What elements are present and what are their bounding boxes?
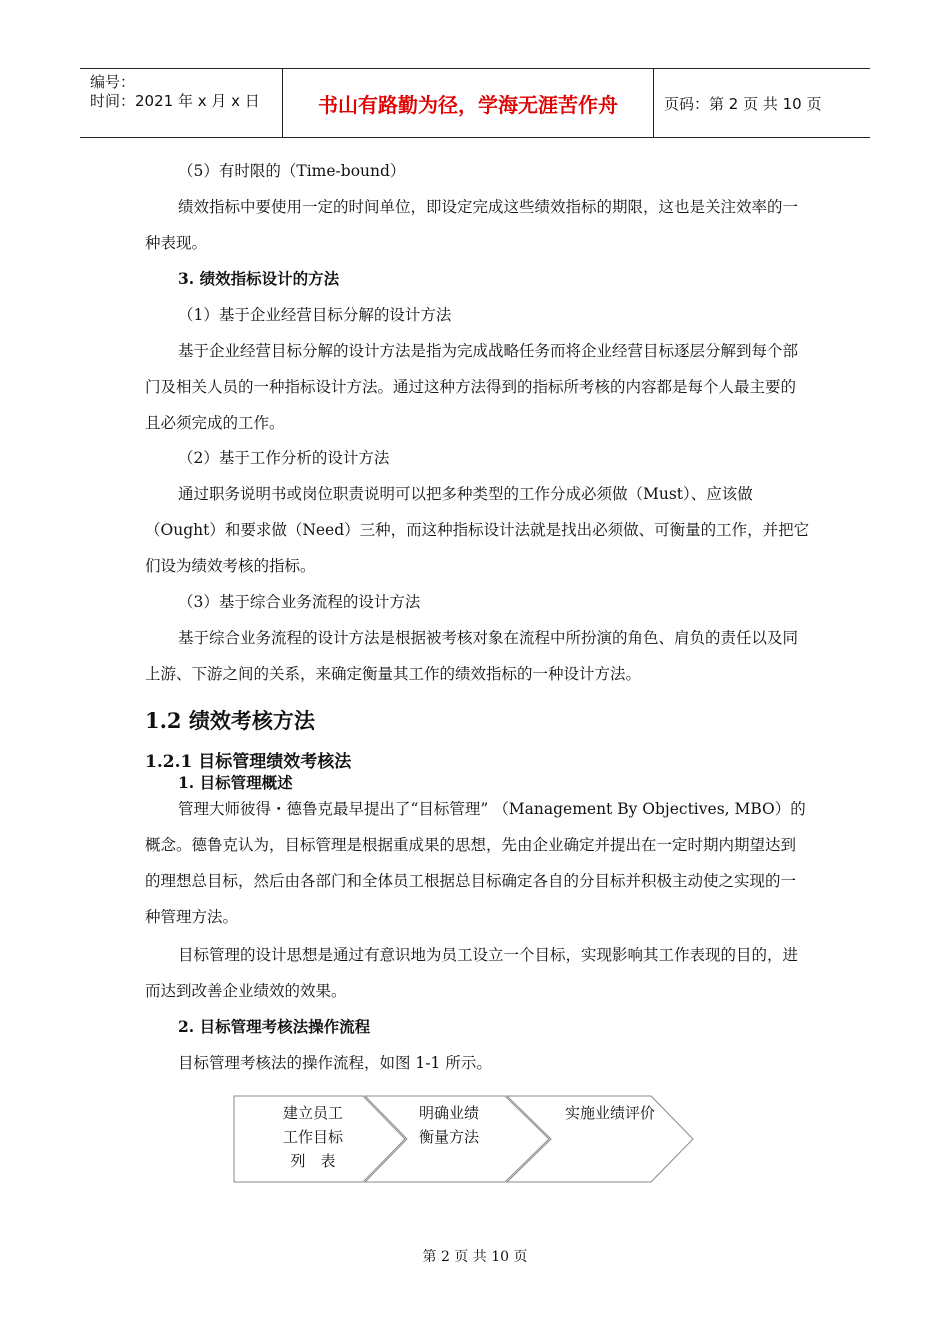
section-heading-indicator-methods: 3. 绩效指标设计的方法	[178, 269, 340, 288]
paragraph-method-3-title: （3）基于综合业务流程的设计方法	[178, 593, 421, 611]
paragraph-method-1-desc: 基于企业经营目标分解的设计方法是指为完成战略任务而将企业经营目标逐层分解到每个部门及相关人员的一种指标设计方法。通过这种方法得到的指标所考核的内容都是每个人最主要的且必须完成的工作。	[145, 342, 799, 432]
paragraph-method-3-desc: 基于综合业务流程的设计方法是根据被考核对象在流程中所扮演的角色、肩负的责任以及同上游、下游之间的关系，来确定衡量其工作的绩效指标的一种设计方法。	[145, 629, 799, 683]
heading-1-2: 1.2 绩效考核方法	[145, 708, 315, 733]
paragraph-time-bound: （5）有时限的（Time-bound）	[178, 162, 406, 180]
flow-step-1-line-3: 列 表	[290, 1152, 336, 1170]
time-label: 时间：2021 年 x 月 x 日	[90, 92, 260, 110]
paragraph-mbo-design: 目标管理的设计思想是通过有意识地为员工设立一个目标，实现影响其工作表现的目的，进而达到改善企业绩效的效果。	[145, 946, 799, 1000]
header-meta-cell	[80, 69, 283, 137]
paragraph-mbo-intro: 管理大师彼得・德鲁克最早提出了“目标管理” （Management By Objectives, MBO）的概念。德鲁克认为，目标管理是根据重成果的思想，先由企业确定并提出在一定时期内期望达到的理想总目标，然后由各部门和全体员工根据总目标确定各自的分目标并积极主动使之实现的一种管理方法。	[145, 800, 806, 926]
paragraph-figure-ref: 目标管理考核法的操作流程，如图 1-1 所示。	[178, 1054, 492, 1072]
flow-step-3	[555, 1101, 665, 1125]
page-header	[80, 68, 870, 138]
flow-step-1	[273, 1101, 353, 1173]
header-slogan: 书山有路勤为径，学海无涯苦作舟	[283, 69, 654, 137]
header-page-info: 页码：第 2 页 共 10 页	[664, 94, 822, 113]
paragraph-time-bound-desc: 绩效指标中要使用一定的时间单位，即设定完成这些绩效指标的期限，这也是关注效率的一种表现。	[145, 198, 799, 252]
serial-label: 编号：	[90, 73, 136, 91]
flow-step-2	[409, 1101, 489, 1149]
flow-step-2-line-1: 明确业绩	[418, 1104, 479, 1122]
page-footer: 第 2 页 共 10 页	[422, 1249, 528, 1265]
flow-step-1-line-2: 工作目标	[282, 1128, 343, 1146]
paragraph-method-2-desc: 通过职务说明书或岗位职责说明可以把多种类型的工作分成必须做（Must）、应该做（Ought）和要求做（Need）三种，而这种指标设计法就是找出必须做、可衡量的工作，并把它们设为绩效考核的指标。	[145, 485, 810, 575]
section-heading-mbo-process: 2. 目标管理考核法操作流程	[178, 1017, 371, 1036]
section-heading-mbo-overview: 1. 目标管理概述	[178, 773, 293, 792]
flow-step-1-line-1: 建立员工	[282, 1104, 343, 1122]
heading-1-2-1: 1.2.1 目标管理绩效考核法	[145, 752, 352, 772]
paragraph-method-2-title: （2）基于工作分析的设计方法	[178, 449, 390, 467]
flow-step-2-line-2: 衡量方法	[418, 1128, 479, 1146]
flow-step-3-line-1: 实施业绩评价	[564, 1104, 655, 1122]
process-flow-diagram	[233, 1095, 703, 1191]
paragraph-method-1-title: （1）基于企业经营目标分解的设计方法	[178, 306, 452, 324]
